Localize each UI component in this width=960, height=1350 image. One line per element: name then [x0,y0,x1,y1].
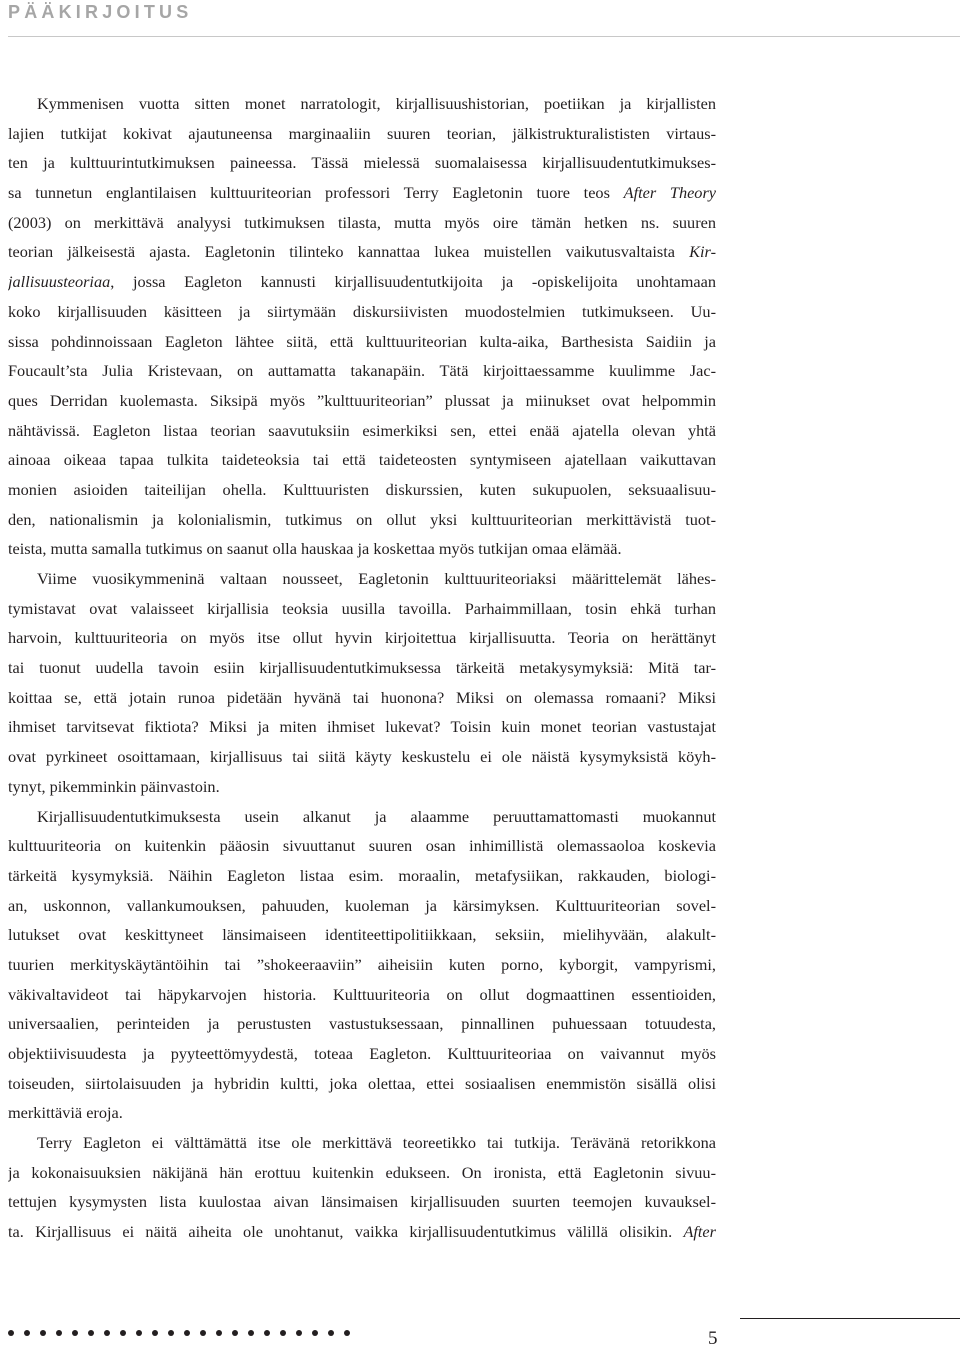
footer-dot [264,1330,270,1336]
text-line: sissa pohdinnoissaan Eagleton lähtee siitä, että kulttuuriteorian kulta-aika, Barthesista Saidiin ja [8,331,716,351]
text-line: tynyt, pikemminkin päinvastoin. [8,776,220,796]
text-line: tärkeitä kysymyksiä. Näihin Eagleton listaa esim. moraalin, metafysiikan, rakkauden, biologi- [8,865,716,885]
text-line: ta. Kirjallisuus ei näitä aiheita ole unohtanut, vaikka kirjallisuudentutkimus välillä olisikin. After [8,1222,716,1242]
text-line: ovat pyrkineet osoittamaan, kirjallisuus tai siitä käyty keskustelu ei ole näistä kysymyksistä köyh- [8,747,716,767]
text-line: merkittäviä eroja. [8,1103,123,1123]
italic-title: Kir- [689,242,716,262]
page-number: 5 [708,1328,718,1349]
text-line: Kirjallisuudentutkimuksesta usein alkanut ja alaamme peruuttamattomasti muokannut [37,806,716,826]
footer-dot [88,1330,94,1336]
text-line: Foucault’sta Julia Kristevaan, on auttamatta takanapäin. Tätä kirjoittaessamme kuulimme Jac- [8,361,716,381]
footer-dot [152,1330,158,1336]
header-divider [8,36,960,37]
text-line: tettujen kysymysten lista kuulostaa aivan länsimaisen kirjallisuuden suurten teemojen kuvauksel- [8,1192,716,1212]
footer-dot [40,1330,46,1336]
footer-dot [136,1330,142,1336]
text-line: ques Derridan kuolemasta. Siksipä myös ”kulttuuriteorian” plussat ja miinukset ovat helpommin [8,390,716,410]
italic-title: After Theory [623,183,716,203]
text-line: Viime vuosikymmeninä valtaan nousseet, Eagletonin kulttuuriteoriaksi määrittelemät lähes- [37,569,716,588]
footer-dot [248,1330,254,1336]
text-line: väkivaltavideot tai häpykarvojen historia. Kulttuuriteoria on ollut dogmaattinen essentioiden, [8,984,716,1004]
footer-dot [232,1330,238,1336]
text-line: harvoin, kulttuuriteoria on myös itse ollut hyvin kirjoitettua kirjallisuutta. Teoria on herättänyt [8,628,716,648]
italic-title: After [683,1222,716,1242]
footer-dot [56,1330,62,1336]
text-line: teista, mutta samalla tutkimus on saanut olla hauskaa ja koskettaa myös tutkijan omaa elämää. [8,539,622,559]
text-line: sa tunnetun englantilaisen kulttuuriteorian professori Terry Eagletonin tuore teos After Theory [8,183,716,203]
footer-dot [328,1330,334,1336]
text-line: Terry Eagleton ei välttämättä itse ole merkittävä teoreetikko tai tutkija. Terävänä retorikkona [37,1133,716,1153]
article-body [8,89,716,1247]
footer-dot [72,1330,78,1336]
text-line: Kymmenisen vuotta sitten monet narratologit, kirjallisuushistorian, poetiikan ja kirjallisten [37,94,716,113]
text-line: objektiivisuudesta ja pyyteettömyydestä, toteaa Eagleton. Kulttuuriteoriaa on vaivannut myös [8,1044,716,1063]
text-line: jallisuusteoriaa, jossa Eagleton kannusti kirjallisuudentutkijoita ja -opiskelijoita unohtamaan [8,272,716,292]
italic-title: jallisuusteoriaa [8,272,111,292]
text-line: ainoaa oikeaa tapaa tulkita taideteoksia tai että taideteosten syntymiseen ajatellaan vaikuttavan [8,450,716,470]
text-line: tuurien merkityskäytäntöihin tai ”shokeeraaviin” aiheisiin kuten porno, kyborgit, vampyrismi, [8,954,716,974]
footer-dot [8,1330,14,1336]
text-line: koittaa se, että jotain runoa pidetään hyvänä tai huonona? Miksi on olemassa romaani? Miksi [8,687,716,707]
footer-dot [24,1330,30,1336]
text-line: universaalien, perinteiden ja perustusten vastustuksessaan, pinnallinen puhuessaan totuudesta, [8,1014,716,1034]
footer-dot [280,1330,286,1336]
footer-dot [168,1330,174,1336]
text-line: lajien tutkijat kokivat ajautuneensa marginaaliin suuren teorian, jälkistrukturalististen virtaus- [8,123,716,143]
text-line: (2003) on merkittävä analyysi tutkimuksen tilasta, mutta myös oire tämän hetken ns. suuren [8,212,716,232]
text-line: ja kokonaisuuksien näkijänä hän erottuu kuitenkin edukseen. On ironista, että Eagletonin sivuu- [8,1162,716,1182]
footer-dot [344,1330,350,1336]
footer-dot [296,1330,302,1336]
text-line: lutukset ovat keskittyneet länsimaiseen identiteettipolitiikkaan, seksiin, mielihyvään, alakult- [8,925,716,945]
text-line: toiseuden, siirtolaisuuden ja hybridin kultti, joka olettaa, ettei sosiaalisen enemmistön sisällä olisi [8,1073,716,1093]
text-line: tai tuonut uudella tavoin esiin kirjallisuudentutkimuksessa tärkeitä metakysymyksiä: Mitä tar- [8,658,716,678]
footer-dot [104,1330,110,1336]
text-line: tymistavat ovat valaisseet kirjallisia teoksia uusilla tavoilla. Parhaimmillaan, tosin ehkä turhan [8,598,716,618]
section-label: PÄÄKIRJOITUS [8,2,193,22]
footer-dot [184,1330,190,1336]
text-line: koko kirjallisuuden käsitteen ja siirtymään diskursiivisten muodostelmien tutkimukseen. Uu- [8,301,716,321]
footer-dot-row [8,1330,350,1336]
footer-dot [216,1330,222,1336]
footer-dot [312,1330,318,1336]
text-line: nähtävissä. Eagleton listaa teorian saavutuksiin esimerkiksi sen, ettei enää ajatella olevan yhtä [8,420,716,440]
text-line: teorian jälkeisestä ajasta. Eagletonin tilinteko kannattaa lukea muistellen vaikutusvaltaista Kir- [8,242,716,262]
text-line: ten ja kulttuurintutkimuksen paineessa. Tässä mielessä suomalaisessa kirjallisuudentutkimukses- [8,153,716,173]
text-line: kulttuuriteoria on kuitenkin pääosin sivuuttanut suuren osan inhimillistä olemassaoloa koskevia [8,836,716,856]
footer-dot [120,1330,126,1336]
text-line: an, uskonnon, vallankumouksen, pahuuden, kuoleman ja kärsimyksen. Kulttuuriteorian sovel- [8,895,716,915]
text-line: ihmiset tarvitsevat fiktiota? Miksi ja miten ihmiset lukevat? Toisin kuin monet teorian vastustajat [8,717,716,737]
footer-dot [200,1330,206,1336]
footer-divider [740,1318,960,1319]
text-line: monien asioiden taiteilijan ohella. Kulttuuristen diskurssien, kuten sukupuolen, seksuaalisuu- [8,479,716,499]
text-line: den, nationalismin ja kolonialismin, tutkimus on ollut yksi kulttuuriteorian merkittävistä tuot- [8,509,716,529]
